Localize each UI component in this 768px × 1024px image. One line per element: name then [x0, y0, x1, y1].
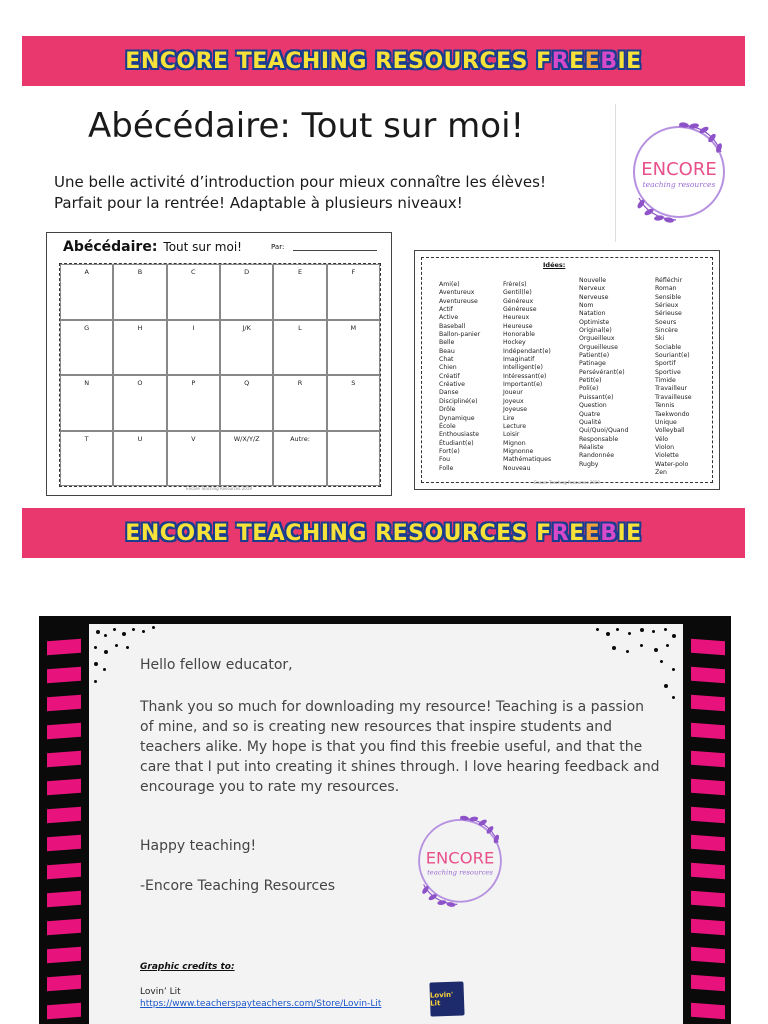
idea-word: Beau	[439, 347, 455, 355]
idea-word: Aventureux	[439, 289, 475, 297]
idea-word: Qui/Quoi/Quand	[579, 427, 629, 435]
film-stripe	[691, 1003, 725, 1019]
idea-word: Orgueilleux	[579, 335, 615, 343]
banner-title	[125, 521, 641, 546]
grid-cell: I	[167, 320, 220, 376]
logo-tagline: teaching resources	[642, 180, 716, 189]
idea-word: Patinage	[579, 360, 606, 368]
logo-word: ENCORE	[425, 848, 495, 868]
film-stripe	[47, 863, 81, 879]
idea-word: Rugby	[579, 460, 599, 468]
idea-word: Aventureuse	[439, 297, 478, 305]
idea-word: Généreuse	[503, 306, 537, 314]
grid-cell: R	[273, 375, 326, 431]
decorative-dot	[132, 628, 135, 631]
idea-word: Heureux	[503, 314, 530, 322]
idea-word: Original(e)	[579, 327, 612, 335]
banner-letter: R	[551, 520, 570, 546]
film-stripe	[691, 695, 725, 711]
film-stripe	[691, 779, 725, 795]
banner-letter: B	[600, 520, 618, 546]
ideas-footer: Encore Teaching Resources 2019	[534, 480, 600, 485]
idea-word: Mignon	[503, 439, 526, 447]
film-stripe	[691, 891, 725, 907]
idea-word: Réaliste	[579, 443, 604, 451]
idea-word: Fou	[439, 456, 451, 464]
decorative-dot	[94, 646, 97, 649]
film-stripe	[691, 947, 725, 963]
grid-cell: N	[60, 375, 113, 431]
banner-prefix: ENCORE TEACHING RESOURCES	[125, 520, 537, 546]
idea-word: Lecture	[503, 422, 527, 430]
encore-logo-letter	[410, 806, 510, 912]
letter-body: Thank you so much for downloading my resource! Teaching is a passion of mine, and so is creating new resources that inspire students and teachers alike. My hope is that you find this freebie useful, and that the care that I put into creating it shines through. I love hearing feedback and encourage you to rate my resources.	[140, 699, 660, 795]
banner-letter: B	[600, 48, 618, 74]
decorative-dot	[672, 696, 675, 699]
lovin-lit-logo: Lovin' Lit	[429, 981, 464, 1016]
decorative-dot	[94, 680, 97, 683]
decorative-dot	[103, 668, 106, 671]
decorative-dot	[666, 644, 669, 647]
film-stripe	[47, 835, 81, 851]
idea-word: Poli(e)	[579, 385, 599, 393]
idea-word: Active	[439, 314, 459, 322]
letter-greeting: Hello fellow educator,	[140, 657, 293, 673]
decorative-dot	[616, 628, 619, 631]
grid-cell: M	[327, 320, 380, 376]
divider	[615, 104, 616, 242]
grid-cell: U	[113, 431, 166, 487]
idea-word: Danse	[439, 389, 459, 397]
banner-prefix: ENCORE TEACHING RESOURCES	[125, 48, 537, 74]
ideas-heading: Idées:	[543, 261, 566, 269]
banner-letter: I	[617, 520, 627, 546]
idea-word: Question	[579, 402, 607, 410]
idea-word: Water-polo	[655, 460, 689, 468]
grid-cell: F	[327, 264, 380, 320]
idea-word: Nouveau	[503, 464, 531, 472]
idea-word: Violon	[655, 443, 675, 451]
film-stripe	[47, 723, 81, 739]
grid-cell: H	[113, 320, 166, 376]
decorative-dot	[113, 628, 116, 631]
page-subtitle	[54, 172, 614, 214]
film-stripe	[47, 779, 81, 795]
idea-word: Imaginatif	[503, 356, 535, 364]
idea-word: Nerveuse	[579, 293, 609, 301]
decorative-dot	[626, 650, 629, 653]
idea-word: Actif	[439, 306, 453, 314]
film-stripe	[47, 919, 81, 935]
idea-word: Hockey	[503, 339, 526, 347]
idea-word: Réfléchir	[655, 277, 683, 284]
idea-word: Petit(e)	[579, 377, 602, 385]
film-stripe	[691, 863, 725, 879]
decorative-dot	[612, 646, 616, 650]
film-stripe	[691, 807, 725, 823]
idea-word: Ballon-panier	[439, 331, 481, 339]
banner-title	[125, 49, 641, 74]
idea-word: Nerveux	[579, 285, 606, 293]
idea-word: Fort(e)	[439, 447, 460, 455]
grid-cell	[327, 431, 380, 487]
idea-word: Gentil(le)	[503, 289, 532, 297]
idea-word: Responsable	[579, 435, 619, 443]
idea-word: Orgueilleuse	[579, 343, 618, 351]
banner-letter: I	[617, 48, 627, 74]
idea-word: Drôle	[439, 406, 456, 414]
idea-word: Intelligent(e)	[503, 364, 543, 372]
idea-word: Sportive	[655, 368, 681, 376]
worksheet-title-sub: Tout sur moi!	[163, 240, 242, 254]
decorative-dot	[115, 644, 118, 647]
idea-word: Violette	[655, 452, 679, 460]
film-stripe	[47, 695, 81, 711]
grid-cell: B	[113, 264, 166, 320]
idea-word: Randonnée	[579, 452, 615, 460]
idea-word: Natation	[579, 310, 606, 318]
decorative-dot	[126, 646, 129, 649]
decorative-dot	[660, 660, 663, 663]
grid-cell: P	[167, 375, 220, 431]
alphabet-grid	[59, 263, 381, 487]
idea-word: Mignonne	[503, 447, 534, 455]
grid-cell: L	[273, 320, 326, 376]
encore-logo	[624, 112, 734, 228]
idea-word: Timide	[655, 377, 676, 385]
film-stripe	[47, 975, 81, 991]
idea-word: Important(e)	[503, 381, 543, 389]
idea-word: Nouvelle	[579, 277, 607, 284]
idea-word: Travailleuse	[655, 393, 692, 401]
idea-word: Patient(e)	[579, 352, 610, 360]
decorative-dot	[640, 644, 643, 647]
film-stripe	[47, 947, 81, 963]
film-stripe	[691, 751, 725, 767]
idea-word: Ski	[655, 335, 665, 343]
grid-cell: E	[273, 264, 326, 320]
idea-word: Zen	[655, 468, 667, 476]
idea-word: Mathématiques	[503, 456, 552, 464]
idea-word: Sportif	[655, 360, 676, 368]
decorative-dot	[672, 668, 675, 671]
idea-word: Travailleur	[655, 385, 688, 393]
decorative-dot	[142, 630, 145, 633]
idea-word: Volleyball	[655, 427, 685, 435]
idea-word: Sérieux	[655, 302, 679, 310]
ideas-column-3	[579, 277, 628, 469]
banner-freebie-word	[536, 521, 642, 546]
decorative-dot	[122, 632, 126, 636]
idea-word: Souriant(e)	[655, 352, 690, 360]
idea-word: Discipliné(e)	[439, 397, 478, 405]
idea-word: Sensible	[655, 293, 682, 301]
idea-word: Loisir	[503, 431, 520, 439]
banner-letter: E	[626, 48, 642, 74]
idea-word: Étudiant(e)	[439, 439, 474, 447]
grid-cell: D	[220, 264, 273, 320]
worksheet-title	[63, 239, 242, 255]
worksheet-footer: Encore Teaching Resources 2019	[186, 486, 252, 491]
freebie-banner-bottom	[22, 508, 745, 558]
ideas-column-4	[655, 277, 692, 477]
banner-letter: E	[584, 520, 601, 546]
film-stripe	[47, 667, 81, 683]
idea-word: Tennis	[655, 402, 675, 410]
banner-letter: R	[551, 48, 570, 74]
banner-letter: E	[626, 520, 642, 546]
idea-word: Sincère	[655, 327, 678, 335]
worksheet-preview-grid	[46, 232, 392, 496]
idea-word: Taekwondo	[655, 410, 690, 418]
grid-cell: Q	[220, 375, 273, 431]
decorative-dot	[628, 632, 631, 635]
page-title: Abécédaire: Tout sur moi!	[88, 106, 525, 146]
grid-cell: S	[327, 375, 380, 431]
film-stripe	[47, 639, 81, 655]
ideas-column-1	[439, 281, 480, 473]
idea-word: Vélo	[655, 435, 669, 443]
film-stripe	[691, 919, 725, 935]
idea-word: Quatre	[579, 410, 601, 418]
decorative-dot	[640, 628, 644, 632]
grid-cell: O	[113, 375, 166, 431]
decorative-dot	[104, 650, 108, 654]
idea-word: Chat	[439, 356, 454, 364]
idea-word: Indépendant(e)	[503, 347, 551, 355]
idea-word: Nom	[579, 302, 594, 310]
decorative-dot	[94, 662, 98, 666]
grid-cell: A	[60, 264, 113, 320]
idea-word: Unique	[655, 418, 677, 426]
grid-cell: T	[60, 431, 113, 487]
film-stripe	[47, 751, 81, 767]
logo-tagline: teaching resources	[427, 868, 493, 877]
idea-word: Joyeuse	[503, 406, 528, 414]
freebie-banner-top	[22, 36, 745, 86]
idea-word: Créatif	[439, 372, 460, 380]
ideas-column-2	[503, 281, 551, 473]
grid-cell: W/X/Y/Z	[220, 431, 273, 487]
idea-word: Ami(e)	[439, 281, 460, 288]
idea-word: Persévérant(e)	[579, 368, 625, 376]
banner-letter: E	[569, 48, 585, 74]
banner-letter: E	[584, 48, 601, 74]
decorative-dot	[652, 630, 655, 633]
film-stripe	[691, 667, 725, 683]
idea-word: Enthousiaste	[439, 431, 480, 439]
idea-word: Honorable	[503, 331, 535, 339]
idea-word: Puissant(e)	[579, 393, 614, 401]
idea-word: Joueur	[503, 389, 523, 397]
grid-cell: J/K	[220, 320, 273, 376]
decorative-dot	[96, 630, 100, 634]
film-stripe	[691, 975, 725, 991]
letter-closing: Happy teaching!	[140, 838, 257, 854]
subtitle-line-2: Parfait pour la rentrée! Adaptable à plusieurs niveaux!	[54, 194, 463, 212]
idea-word: Roman	[655, 285, 677, 293]
decorative-dot	[672, 634, 676, 638]
worksheet-title-main: Abécédaire:	[63, 239, 158, 255]
decorative-dot	[596, 628, 599, 631]
logo-word: ENCORE	[641, 159, 717, 180]
idea-word: Généreux	[503, 297, 534, 305]
credit-name: Lovin’ Lit	[140, 987, 181, 997]
idea-word: Sérieuse	[655, 310, 682, 318]
idea-word: Belle	[439, 339, 455, 347]
film-stripe	[47, 891, 81, 907]
credit-link[interactable]: https://www.teacherspayteachers.com/Store/Lovin-Lit	[140, 999, 382, 1009]
idea-word: Qualité	[579, 418, 602, 426]
film-stripe	[691, 723, 725, 739]
banner-freebie-word	[536, 49, 642, 74]
par-label: Par:	[271, 243, 285, 251]
banner-letter: F	[536, 48, 552, 74]
name-line	[293, 250, 377, 251]
grid-cell: V	[167, 431, 220, 487]
film-stripe	[691, 835, 725, 851]
idea-word: Lire	[503, 414, 515, 422]
idea-word: Créative	[439, 381, 465, 389]
subtitle-line-1: Une belle activité d’introduction pour mieux connaître les élèves!	[54, 173, 546, 191]
idea-word: Chien	[439, 364, 457, 372]
grid-cell: C	[167, 264, 220, 320]
letter-signature: -Encore Teaching Resources	[140, 878, 336, 894]
decorative-dot	[606, 632, 610, 636]
grid-cell: Autre:	[273, 431, 326, 487]
idea-word: Baseball	[439, 322, 466, 330]
idea-word: Sociable	[655, 343, 682, 351]
decorative-dot	[664, 684, 668, 688]
idea-word: Intéressant(e)	[503, 372, 547, 380]
worksheet-preview-ideas	[414, 250, 720, 490]
decorative-dot	[152, 626, 155, 629]
idea-word: Soeurs	[655, 318, 677, 326]
idea-word: Optimiste	[579, 318, 610, 326]
film-stripe	[47, 807, 81, 823]
banner-letter: F	[536, 520, 552, 546]
grid-cell: G	[60, 320, 113, 376]
decorative-dot	[664, 628, 667, 631]
idea-word: Joyeux	[503, 397, 524, 405]
idea-word: École	[439, 422, 456, 430]
idea-word: Folle	[439, 464, 454, 472]
idea-word: Dynamique	[439, 414, 475, 422]
idea-word: Frère(s)	[503, 281, 527, 288]
decorative-dot	[104, 634, 107, 637]
banner-letter: E	[569, 520, 585, 546]
film-stripe	[691, 639, 725, 655]
film-stripe	[47, 1003, 81, 1019]
idea-word: Heureuse	[503, 322, 533, 330]
decorative-dot	[654, 648, 658, 652]
credits-heading: Graphic credits to:	[140, 962, 235, 972]
